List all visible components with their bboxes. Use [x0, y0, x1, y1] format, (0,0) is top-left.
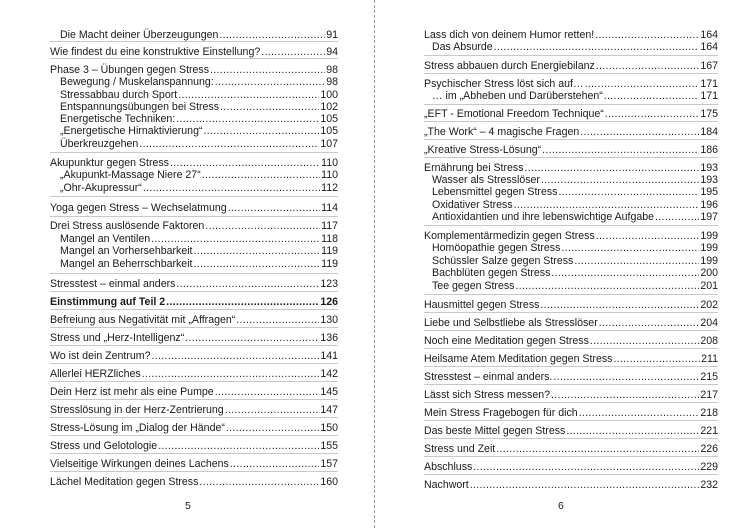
toc-entry[interactable] — [50, 350, 338, 362]
toc-entry-page: 193 — [700, 162, 718, 174]
toc-entry[interactable] — [432, 186, 718, 198]
divider-line — [424, 420, 718, 421]
divider-line — [50, 196, 338, 197]
toc-entry[interactable] — [50, 422, 338, 434]
toc-entry-title: Stresslösung in der Herz-Zentrierung — [50, 404, 224, 416]
dot-leader — [230, 458, 319, 470]
toc-entry[interactable] — [60, 258, 338, 270]
divider-line — [424, 294, 718, 295]
toc-entry[interactable] — [432, 199, 718, 211]
dot-leader — [470, 479, 700, 491]
toc-entry[interactable] — [424, 108, 718, 120]
toc-entry-page: 142 — [320, 368, 338, 380]
dot-leader — [566, 425, 699, 437]
dot-leader — [202, 169, 320, 181]
toc-entry[interactable] — [424, 299, 718, 311]
toc-entry-title: Stress abbauen durch Energiebilanz — [424, 60, 595, 72]
dot-leader — [542, 144, 699, 156]
toc-entry-title: Lass dich von deinem Humor retten! — [424, 29, 595, 41]
toc-entry-page: 160 — [320, 476, 338, 488]
toc-entry[interactable] — [432, 280, 718, 292]
toc-entry[interactable] — [424, 371, 718, 383]
toc-entry-page: 105 — [320, 125, 338, 137]
page-number: 6 — [558, 500, 564, 512]
toc-entry[interactable] — [60, 169, 338, 181]
toc-entry-page: 98 — [326, 76, 338, 88]
toc-entry-title: Mangel an Ventilen — [60, 233, 151, 245]
toc-entry-page: 204 — [700, 317, 718, 329]
right-page — [376, 0, 750, 528]
toc-entry[interactable] — [50, 278, 338, 290]
divider-line — [424, 73, 718, 74]
dot-leader — [579, 407, 700, 419]
toc-entry[interactable] — [50, 440, 338, 452]
toc-entry-title: „Akupunkt-Massage Niere 27“ — [60, 169, 201, 181]
toc-entry-page: 193 — [700, 174, 718, 186]
toc-entry-page: 117 — [321, 220, 338, 232]
toc-entry-page: 229 — [700, 461, 718, 473]
dot-leader — [561, 242, 699, 254]
dot-leader — [541, 174, 699, 186]
dot-leader — [261, 46, 325, 58]
page-divider — [374, 0, 375, 528]
divider-line — [50, 327, 338, 328]
toc-entry[interactable] — [424, 335, 718, 347]
toc-entry-page: 164 — [700, 41, 718, 53]
toc-entry-title: Abschluss — [424, 461, 473, 473]
divider-line — [424, 55, 718, 56]
divider-line — [424, 104, 718, 105]
toc-entry-title: Das Absurde — [432, 41, 493, 53]
divider-line — [50, 381, 338, 382]
toc-entry-page: 226 — [700, 443, 718, 455]
toc-entry[interactable] — [50, 368, 338, 380]
toc-entry-title: Drei Stress auslösende Faktoren — [50, 220, 205, 232]
dot-leader — [473, 461, 699, 473]
toc-entry[interactable] — [60, 113, 338, 125]
toc-entry-page: 110 — [321, 157, 338, 169]
dot-leader — [494, 41, 700, 53]
toc-entry-title: Antioxidantien und ihre lebenswichtige Aufgabe — [432, 211, 655, 223]
dot-leader — [225, 404, 320, 416]
dot-leader — [655, 211, 699, 223]
dot-leader — [142, 368, 320, 380]
dot-leader — [540, 299, 699, 311]
toc-entry-title: Stressabbau durch Sport — [60, 89, 178, 101]
dot-leader — [596, 230, 700, 242]
toc-entry-title: Befreiung aus Negativität mit „Affragen“ — [50, 314, 236, 326]
toc-entry-title: Wie findest du eine konstruktive Einstellung? — [50, 46, 261, 58]
divider-line — [50, 471, 338, 472]
divider-line — [50, 399, 338, 400]
toc-entry[interactable] — [50, 202, 338, 214]
toc-entry-title: Wasser als Stresslöser — [432, 174, 540, 186]
toc-entry-title: Phase 3 – Übungen gegen Stress — [50, 64, 210, 76]
divider-line — [424, 402, 718, 403]
toc-entry-page: 186 — [700, 144, 718, 156]
toc-entry-page: 119 — [321, 258, 338, 270]
toc-entry-page: 141 — [320, 350, 338, 362]
toc-entry[interactable] — [50, 404, 338, 416]
dot-leader — [178, 89, 319, 101]
toc-entry-title: Nachwort — [424, 479, 469, 491]
toc-entry[interactable] — [424, 230, 718, 242]
divider-line — [50, 273, 338, 274]
toc-entry-title: Einstimmung auf Teil 2 — [50, 296, 166, 308]
toc-entry[interactable] — [60, 29, 338, 41]
toc-entry[interactable] — [60, 245, 338, 257]
dot-leader — [580, 126, 699, 138]
dot-leader — [185, 332, 319, 344]
dot-leader — [176, 113, 319, 125]
toc-entry-title: Noch eine Meditation gegen Stress — [424, 335, 589, 347]
dot-leader — [595, 29, 699, 41]
dot-leader — [515, 280, 699, 292]
dot-leader — [604, 90, 700, 102]
toc-entry-page: 221 — [700, 425, 718, 437]
dot-leader — [226, 422, 319, 434]
toc-entry-page: 94 — [326, 46, 338, 58]
toc-entry-title: Dein Herz ist mehr als eine Pumpe — [50, 386, 214, 398]
toc-entry-page: 199 — [700, 255, 718, 267]
toc-entry-title: Die Macht deiner Überzeugungen — [60, 29, 219, 41]
toc-entry[interactable] — [424, 461, 718, 473]
toc-entry-page: 102 — [320, 101, 338, 113]
toc-entry[interactable] — [50, 314, 338, 326]
toc-entry-title: Das beste Mittel gegen Stress — [424, 425, 566, 437]
toc-entry-page: 119 — [321, 245, 338, 257]
toc-entry-page: 145 — [320, 386, 338, 398]
toc-entry[interactable] — [50, 332, 338, 344]
divider-line — [424, 330, 718, 331]
dot-leader — [166, 296, 319, 308]
toc-entry[interactable] — [50, 46, 338, 58]
toc-entry-title: Mein Stress Fragebogen für dich — [424, 407, 578, 419]
divider-line — [50, 345, 338, 346]
toc-entry-page: 211 — [701, 353, 718, 365]
dot-leader — [558, 186, 699, 198]
dot-leader — [574, 255, 699, 267]
toc-entry-title: Stresstest – einmal anders — [50, 278, 176, 290]
dot-leader — [496, 443, 699, 455]
divider-line — [50, 363, 338, 364]
toc-entry[interactable] — [432, 242, 718, 254]
toc-entry-page: 150 — [320, 422, 338, 434]
dot-leader — [599, 317, 700, 329]
toc-entry[interactable] — [424, 353, 718, 365]
toc-entry-page: 114 — [321, 202, 338, 214]
toc-entry[interactable] — [424, 317, 718, 329]
divider-line — [50, 41, 338, 42]
toc-entry[interactable] — [50, 458, 338, 470]
toc-entry-title: Wo ist dein Zentrum? — [50, 350, 151, 362]
toc-entry-title: Mangel an Beherrschbarkeit — [60, 258, 193, 270]
divider-line — [50, 58, 338, 59]
toc-entry-title: Stress und Zeit — [424, 443, 496, 455]
toc-entry-title: Komplementärmedizin gegen Stress — [424, 230, 595, 242]
divider-line — [424, 225, 718, 226]
toc-entry-page: 199 — [700, 230, 718, 242]
dot-leader — [215, 386, 320, 398]
toc-entry-title: Entspannungsübungen bei Stress — [60, 101, 220, 113]
divider-line — [424, 139, 718, 140]
toc-entry-title: Heilsame Atem Meditation gegen Stress — [424, 353, 613, 365]
toc-entry[interactable] — [60, 89, 338, 101]
toc-entry-title: Ernährung bei Stress — [424, 162, 524, 174]
dot-leader — [551, 389, 699, 401]
dot-leader — [139, 138, 319, 150]
toc-entry-page: 197 — [700, 211, 718, 223]
toc-entry-title: „The Work“ – 4 magische Fragen — [424, 126, 580, 138]
toc-entry[interactable] — [50, 386, 338, 398]
toc-entry[interactable] — [424, 78, 718, 90]
dot-leader — [152, 350, 320, 362]
toc-entry-page: 136 — [320, 332, 338, 344]
dot-leader — [596, 60, 700, 72]
toc-entry-title: Stress und Gelotologie — [50, 440, 158, 452]
toc-entry-page: 218 — [700, 407, 718, 419]
toc-entry[interactable] — [60, 101, 338, 113]
divider-line — [50, 309, 338, 310]
toc-entry-title: „EFT - Emotional Freedom Technique“ — [424, 108, 604, 120]
toc-entry-page: 201 — [700, 280, 718, 292]
divider-line — [50, 291, 338, 292]
dot-leader — [585, 78, 700, 90]
toc-entry-title: Oxidativer Stress — [432, 199, 513, 211]
toc-entry-title: Psychischer Stress löst sich auf… — [424, 78, 584, 90]
toc-entry-title: Lächel Meditation gegen Stress — [50, 476, 199, 488]
divider-line — [50, 152, 338, 153]
divider-line — [424, 157, 718, 158]
toc-entry[interactable] — [60, 76, 338, 88]
dot-leader — [143, 182, 320, 194]
dot-leader — [215, 76, 325, 88]
divider-line — [50, 417, 338, 418]
toc-entry-page: 202 — [700, 299, 718, 311]
dot-leader — [219, 29, 325, 41]
toc-entry[interactable] — [50, 220, 338, 232]
toc-entry-page: 98 — [326, 64, 338, 76]
divider-line — [424, 384, 718, 385]
toc-entry-title: … im „Abheben und Darüberstehen“ — [432, 90, 603, 102]
toc-entry-page: 167 — [700, 60, 718, 72]
toc-entry-page: 171 — [700, 78, 718, 90]
toc-entry-title: Tee gegen Stress — [432, 280, 515, 292]
dot-leader — [194, 245, 321, 257]
toc-entry[interactable] — [432, 174, 718, 186]
toc-entry[interactable] — [60, 138, 338, 150]
toc-entry-title: Mangel an Vorhersehbarkeit — [60, 245, 193, 257]
toc-entry-page: 155 — [320, 440, 338, 452]
toc-entry-page: 130 — [320, 314, 338, 326]
dot-leader — [151, 233, 320, 245]
dot-leader — [525, 162, 700, 174]
toc-entry-page: 126 — [320, 296, 338, 308]
toc-entry-page: 157 — [320, 458, 338, 470]
toc-entry[interactable] — [424, 425, 718, 437]
toc-entry-title: Bachblüten gegen Stress — [432, 267, 551, 279]
toc-entry-page: 164 — [700, 29, 718, 41]
dot-leader — [194, 258, 321, 270]
toc-entry[interactable] — [60, 233, 338, 245]
toc-entry[interactable] — [424, 29, 718, 41]
toc-entry[interactable] — [424, 389, 718, 401]
toc-entry[interactable] — [60, 125, 338, 137]
toc-entry-page: 232 — [700, 479, 718, 491]
toc-entry-title: Überkreuzgehen — [60, 138, 139, 150]
divider-line — [50, 453, 338, 454]
dot-leader — [551, 267, 699, 279]
toc-entry[interactable] — [432, 41, 718, 53]
toc-entry-page: 91 — [326, 29, 338, 41]
dot-leader — [514, 199, 700, 211]
toc-entry-title: Stress-Lösung im „Dialog der Hände“ — [50, 422, 225, 434]
dot-leader — [170, 157, 320, 169]
dot-leader — [590, 335, 699, 347]
divider-line — [424, 456, 718, 457]
toc-entry[interactable] — [424, 479, 718, 491]
dot-leader — [199, 476, 319, 488]
dot-leader — [205, 220, 320, 232]
toc-entry-title: Liebe und Selbstliebe als Stresslöser — [424, 317, 598, 329]
toc-entry[interactable] — [432, 267, 718, 279]
toc-entry-page: 200 — [700, 267, 718, 279]
toc-entry-title: Lässt sich Stress messen? — [424, 389, 550, 401]
divider-line — [50, 216, 338, 217]
toc-entry[interactable] — [432, 90, 718, 102]
toc-entry[interactable] — [50, 157, 338, 169]
toc-entry[interactable] — [424, 443, 718, 455]
toc-entry-title: Akupunktur gegen Stress — [50, 157, 169, 169]
toc-entry-page: 184 — [700, 126, 718, 138]
toc-entry-page: 215 — [700, 371, 718, 383]
toc-entry-page: 105 — [320, 113, 338, 125]
divider-line — [424, 121, 718, 122]
toc-entry[interactable] — [60, 182, 338, 194]
dot-leader — [236, 314, 319, 326]
toc-entry-title: „Kreative Stress-Lösung“ — [424, 144, 542, 156]
toc-entry-title: Homöopathie gegen Stress — [432, 242, 561, 254]
toc-entry-page: 217 — [700, 389, 718, 401]
toc-entry-title: Yoga gegen Stress – Wechselatmung — [50, 202, 227, 214]
toc-entry-page: 175 — [700, 108, 718, 120]
left-page — [0, 0, 374, 528]
divider-line — [50, 435, 338, 436]
toc-entry-page: 110 — [321, 169, 338, 181]
toc-entry[interactable] — [432, 211, 718, 223]
toc-entry[interactable] — [424, 126, 718, 138]
dot-leader — [158, 440, 319, 452]
dot-leader — [553, 371, 699, 383]
page-number: 5 — [185, 500, 191, 512]
toc-entry-title: Allerlei HERZliches — [50, 368, 141, 380]
toc-entry-page: 195 — [700, 186, 718, 198]
dot-leader — [613, 353, 700, 365]
dot-leader — [204, 125, 320, 137]
toc-entry-title: Bewegung / Muskelanspannung: — [60, 76, 214, 88]
divider-line — [424, 366, 718, 367]
toc-entry-page: 118 — [321, 233, 338, 245]
toc-entry[interactable] — [50, 476, 338, 488]
toc-entry[interactable] — [424, 407, 718, 419]
toc-entry[interactable] — [424, 144, 718, 156]
toc-entry[interactable] — [424, 162, 718, 174]
toc-entry-title: „Ohr-Akupressur“ — [60, 182, 142, 194]
dot-leader — [220, 101, 319, 113]
dot-leader — [605, 108, 700, 120]
toc-entry-page: 208 — [700, 335, 718, 347]
toc-entry-page: 100 — [320, 89, 338, 101]
toc-entry-page: 112 — [321, 182, 338, 194]
toc-entry-title: Schüssler Salze gegen Stress — [432, 255, 574, 267]
dot-leader — [228, 202, 320, 214]
dot-leader — [210, 64, 325, 76]
divider-line — [424, 474, 718, 475]
toc-entry-title: Vielseitige Wirkungen deines Lachens — [50, 458, 229, 470]
divider-line — [424, 348, 718, 349]
toc-entry-page: 107 — [320, 138, 338, 150]
toc-entry-page: 123 — [320, 278, 338, 290]
toc-entry-page: 196 — [700, 199, 718, 211]
toc-entry-title: Energetische Techniken: — [60, 113, 176, 125]
toc-entry[interactable] — [50, 64, 338, 76]
toc-entry-title: Hausmittel gegen Stress — [424, 299, 540, 311]
toc-entry-title: Stress und „Herz-Intelligenz“ — [50, 332, 185, 344]
toc-entry-page: 199 — [700, 242, 718, 254]
toc-entry-title: Lebensmittel gegen Stress — [432, 186, 558, 198]
toc-entry[interactable] — [432, 255, 718, 267]
toc-entry-title: „Energetische Hirnaktivierung“ — [60, 125, 203, 137]
toc-entry-page: 147 — [320, 404, 338, 416]
divider-line — [424, 438, 718, 439]
divider-line — [424, 312, 718, 313]
toc-entry-title: Stresstest – einmal anders. — [424, 371, 553, 383]
toc-entry-page: 171 — [700, 90, 718, 102]
toc-entry[interactable] — [424, 60, 718, 72]
toc-entry[interactable] — [50, 296, 338, 308]
dot-leader — [176, 278, 319, 290]
